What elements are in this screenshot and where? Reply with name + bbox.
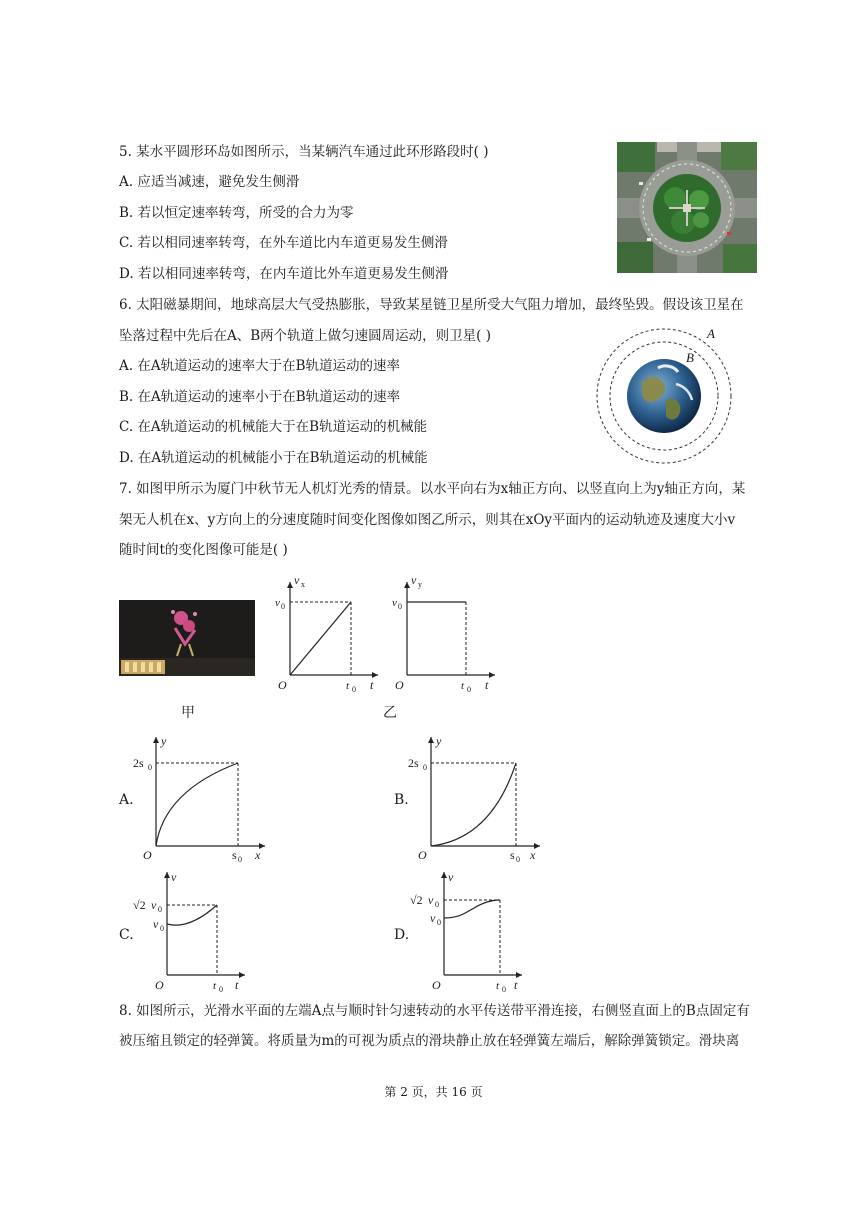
- q7-option-a-graph: [131, 733, 271, 863]
- svg-text:O: O: [418, 848, 427, 862]
- svg-text:0: 0: [238, 855, 242, 863]
- svg-text:s: s: [510, 848, 515, 862]
- svg-text:0: 0: [148, 763, 152, 772]
- svg-text:v: v: [411, 573, 417, 587]
- svg-text:t: t: [485, 678, 489, 692]
- svg-text:x: x: [530, 848, 536, 862]
- svg-text:t: t: [514, 978, 518, 992]
- svg-text:O: O: [395, 678, 404, 692]
- svg-text:v: v: [448, 870, 454, 884]
- svg-text:t: t: [370, 678, 374, 692]
- q5-stem: 5. 某水平圆形环岛如图所示，当某辆汽车通过此环形路段时( ): [119, 144, 489, 160]
- svg-text:t: t: [213, 980, 217, 992]
- roundabout-aerial-photo: [617, 142, 757, 273]
- q5-option-a: A. 应适当减速，避免发生侧滑: [119, 174, 300, 190]
- figure-yi-label: 乙: [383, 705, 397, 721]
- svg-text:2s: 2s: [133, 756, 144, 770]
- svg-text:v: v: [430, 911, 436, 925]
- svg-text:0: 0: [398, 602, 402, 611]
- svg-text:O: O: [278, 678, 287, 692]
- q7-option-b-label: B.: [394, 792, 409, 808]
- svg-text:0: 0: [158, 905, 162, 914]
- svg-text:0: 0: [160, 924, 164, 933]
- svg-text:v: v: [275, 597, 280, 609]
- q5-option-c: C. 若以相同速率转弯，在外车道比内车道更易发生侧滑: [119, 235, 448, 251]
- svg-text:v: v: [153, 917, 159, 931]
- svg-text:v: v: [294, 573, 300, 587]
- q5-option-d: D. 若以相同速率转弯，在内车道比外车道更易发生侧滑: [119, 266, 449, 282]
- svg-text:s: s: [232, 848, 237, 862]
- q7-option-a-label: A.: [119, 792, 134, 808]
- q6-option-d: D. 在A轨道运动的机械能小于在B轨道运动的机械能: [119, 450, 428, 466]
- svg-text:y: y: [436, 734, 442, 748]
- q7-option-d-graph: [408, 868, 528, 993]
- svg-text:O: O: [155, 978, 164, 992]
- vy-t-graph: [389, 572, 501, 694]
- svg-text:v: v: [392, 597, 397, 609]
- orbit-b-label: B: [686, 350, 694, 365]
- q7-option-b-graph: [406, 733, 546, 863]
- svg-text:√2: √2: [133, 898, 146, 912]
- q7-stem-line1: 7. 如图甲所示为厦门中秋节无人机灯光秀的情景。以水平向右为x轴正方向、以竖直向上为y轴正方向，某: [119, 481, 746, 497]
- svg-text:v: v: [428, 893, 434, 907]
- q8-stem-line2: 被压缩且锁定的轻弹簧。将质量为m的可视为质点的滑块静止放在轻弹簧左端后，解除弹簧锁定。滑块离: [119, 1033, 740, 1049]
- svg-text:0: 0: [467, 685, 471, 694]
- svg-text:x: x: [301, 580, 305, 589]
- svg-text:t: t: [235, 978, 239, 992]
- drone-show-photo: [119, 600, 255, 676]
- svg-text:0: 0: [516, 855, 520, 863]
- svg-text:x: x: [255, 848, 261, 862]
- svg-text:v: v: [151, 898, 157, 912]
- vx-t-graph: [272, 572, 384, 694]
- page-footer: 第 2 页，共 16 页: [384, 1085, 483, 1099]
- svg-text:y: y: [161, 734, 167, 748]
- q7-option-d-label: D.: [394, 927, 410, 943]
- svg-text:0: 0: [352, 685, 356, 694]
- q6-option-c: C. 在A轨道运动的机械能大于在B轨道运动的机械能: [119, 419, 428, 435]
- svg-text:t: t: [346, 680, 350, 692]
- q6-stem-line2: 坠落过程中先后在A、B两个轨道上做匀速圆周运动，则卫星( ): [119, 328, 491, 344]
- earth-orbits-diagram: [594, 322, 740, 468]
- svg-text:t: t: [461, 680, 465, 692]
- svg-text:y: y: [418, 580, 422, 589]
- q7-stem-line3: 随时间t的变化图像可能是( ): [119, 542, 288, 558]
- q8-stem-line1: 8. 如图所示，光滑水平面的左端A点与顺时针匀速转动的水平传送带平滑连接，右侧竖直面上的B点固定有: [119, 1003, 750, 1019]
- q6-option-a: A. 在A轨道运动的速率大于在B轨道运动的速率: [119, 358, 401, 374]
- svg-text:0: 0: [281, 602, 285, 611]
- svg-text:2s: 2s: [408, 756, 419, 770]
- figure-jia-label: 甲: [181, 705, 195, 721]
- svg-text:0: 0: [437, 918, 441, 927]
- q7-stem-line2: 架无人机在x、y方向上的分速度随时间变化图像如图乙所示，则其在xOy平面内的运动轨迹及速度大小v: [119, 512, 736, 528]
- svg-text:0: 0: [502, 985, 506, 993]
- q7-option-c-graph: [131, 868, 251, 993]
- q7-option-c-label: C.: [119, 927, 134, 943]
- svg-text:O: O: [432, 978, 441, 992]
- q6-stem-line1: 6. 太阳磁暴期间，地球高层大气受热膨胀，导致某星链卫星所受大气阻力增加，最终坠毁。假设该卫星在: [119, 297, 744, 313]
- q6-option-b: B. 在A轨道运动的速率小于在B轨道运动的速率: [119, 389, 401, 405]
- q5-option-b: B. 若以恒定速率转弯，所受的合力为零: [119, 205, 354, 221]
- svg-text:v: v: [171, 870, 177, 884]
- svg-text:√2: √2: [410, 893, 423, 907]
- svg-text:O: O: [143, 848, 152, 862]
- svg-text:0: 0: [435, 900, 439, 909]
- svg-text:0: 0: [423, 763, 427, 772]
- svg-text:0: 0: [219, 985, 223, 993]
- orbit-a-label: A: [707, 326, 715, 341]
- svg-text:t: t: [496, 980, 500, 992]
